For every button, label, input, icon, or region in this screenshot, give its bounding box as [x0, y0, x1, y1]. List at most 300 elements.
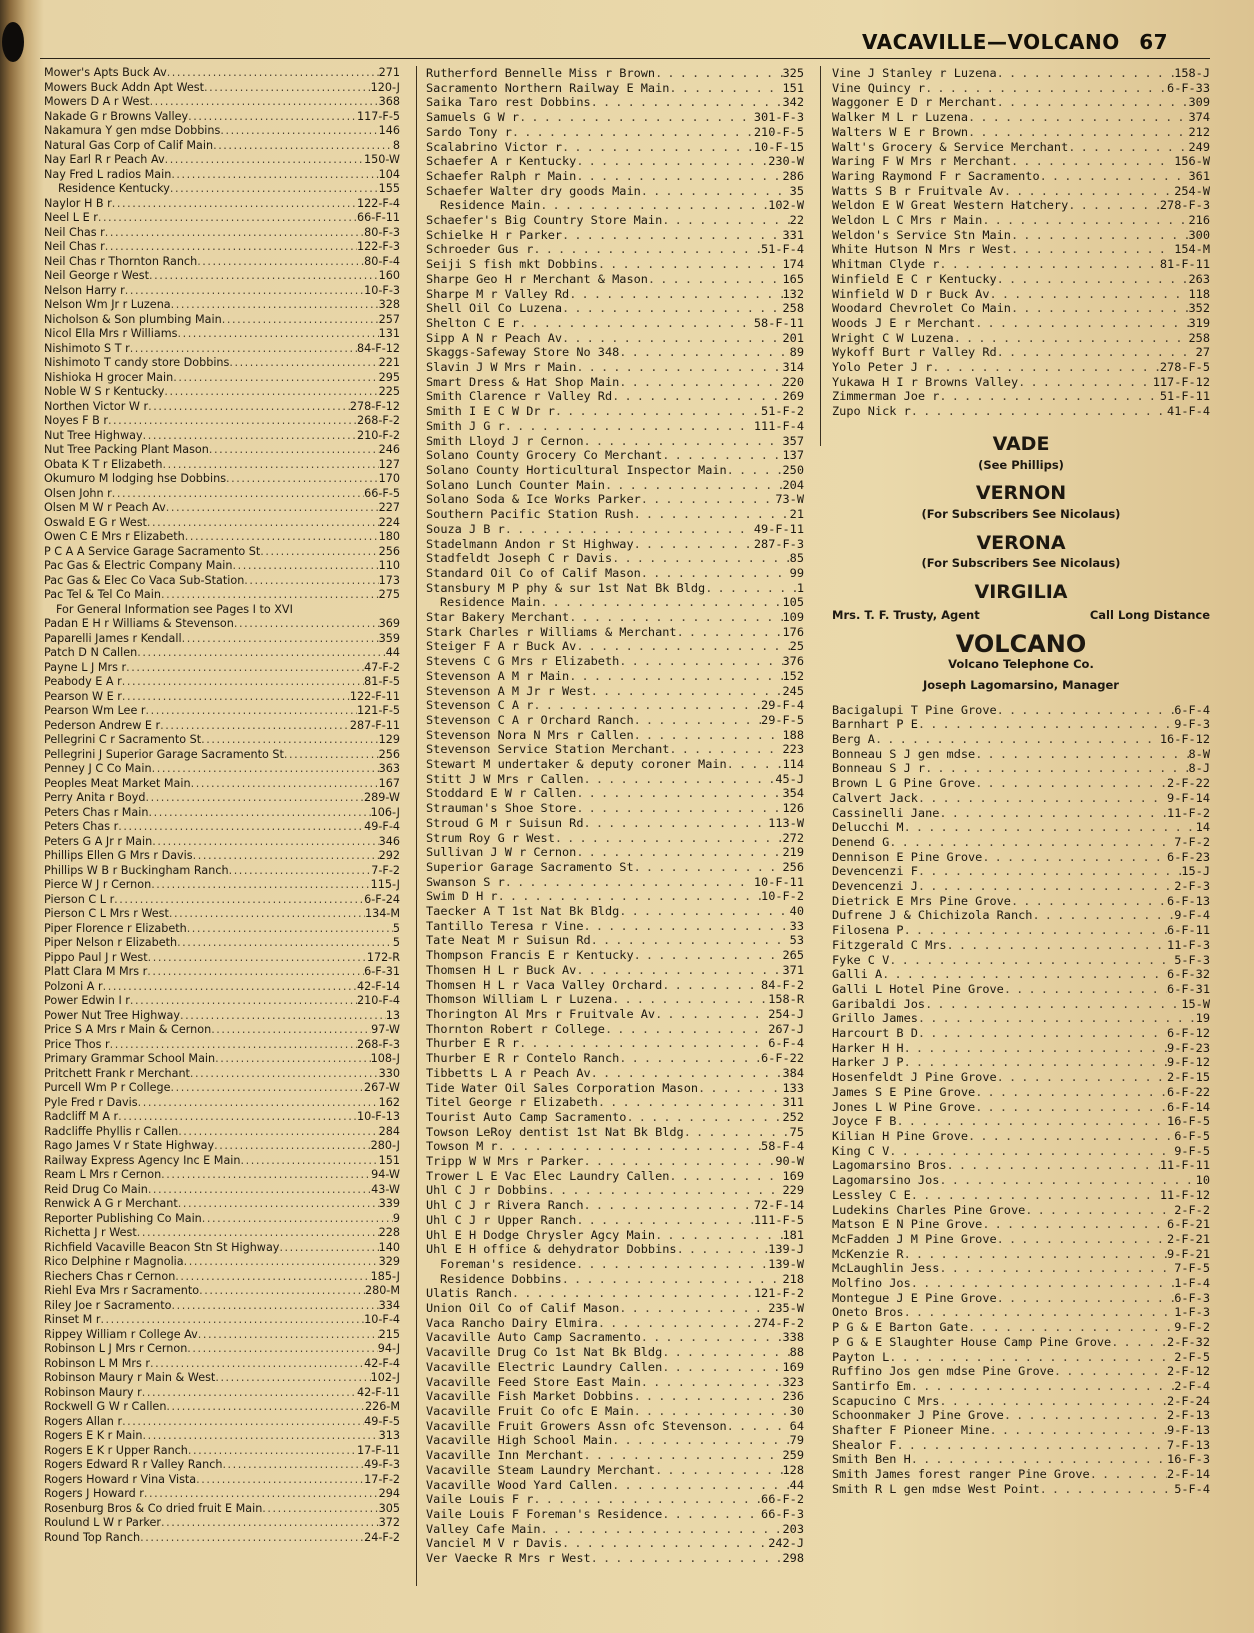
entry-number: 330 — [378, 1066, 400, 1080]
entry-name: Reid Drug Co Main — [44, 1182, 148, 1196]
entry-number: 292 — [378, 849, 400, 862]
listing-entry — [426, 125, 804, 140]
entry-name: Rogers E K r Main — [44, 1429, 143, 1442]
listing-entry — [44, 1052, 400, 1067]
leader-dots — [727, 1419, 790, 1434]
leader-dots — [576, 845, 782, 860]
entry-name: Peabody E A r — [44, 675, 122, 688]
entry-number: 252 — [782, 1109, 804, 1124]
entry-name: Yolo Peter J r — [832, 360, 933, 375]
listing-entry — [426, 1536, 804, 1551]
entry-name: Rogers J Howard r — [44, 1487, 144, 1500]
leader-dots — [911, 404, 1167, 419]
entry-number: 64 — [789, 1418, 804, 1433]
listing-entry — [426, 1478, 804, 1493]
listing-entry — [832, 375, 1210, 390]
entry-number: 236 — [782, 1389, 804, 1404]
entry-name: Schoonmaker J Pine Grove — [832, 1408, 1004, 1423]
leader-dots — [160, 719, 350, 734]
leader-dots — [148, 400, 350, 415]
entry-name: Mower's Apts Buck Av — [44, 66, 167, 79]
leader-dots — [648, 272, 783, 287]
entry-number: 33 — [789, 918, 804, 933]
entry-number: 6-F-14 — [1167, 1099, 1210, 1114]
leader-dots — [911, 1188, 1160, 1203]
listing-entry — [44, 878, 400, 893]
listing-entry — [44, 1415, 400, 1430]
entry-name: Nelson Harry r — [44, 283, 125, 297]
entry-number: 274-F-2 — [753, 1315, 804, 1330]
entry-number: 21 — [789, 507, 804, 522]
entry-number: 9-F-2 — [1174, 1320, 1210, 1335]
listing-entry — [44, 472, 400, 487]
leader-dots — [165, 153, 364, 168]
entry-name: P G & E Slaughter House Camp Pine Grove — [832, 1334, 1112, 1349]
listing-entry — [832, 1144, 1210, 1159]
leader-dots — [161, 1168, 371, 1183]
entry-name: Waring Raymond F r Sacramento — [832, 168, 1040, 183]
listing-entry — [426, 1389, 804, 1404]
entry-name: Titel George r Elizabeth — [426, 1095, 598, 1110]
entry-name: Lessley C E — [832, 1187, 911, 1202]
leader-dots — [619, 1301, 768, 1316]
listing-entry — [426, 625, 804, 640]
entry-name: Uhl C J r Upper Ranch — [426, 1212, 577, 1227]
listing-entry — [832, 776, 1210, 791]
header-rule — [40, 58, 1210, 59]
entry-name: Mowers D A r West — [44, 95, 150, 108]
listing-entry — [44, 1429, 400, 1444]
listing-entry — [44, 327, 400, 342]
leader-dots — [997, 95, 1189, 110]
listing-entry — [44, 1371, 400, 1386]
entry-name: Smith I E C W Dr r — [426, 404, 555, 419]
entry-number: 218 — [782, 1271, 804, 1286]
entry-name: Polzoni A r — [44, 979, 103, 993]
entry-name: Walters W E r Brown — [832, 124, 969, 139]
leader-dots — [918, 1026, 1167, 1041]
listing-entry — [44, 1342, 400, 1357]
entry-number: 127 — [378, 457, 400, 471]
entry-name: Renwick A G r Merchant — [44, 1197, 178, 1210]
entry-number: 384 — [782, 1065, 804, 1080]
entry-number: 10-F-11 — [753, 874, 804, 889]
listing-entry — [44, 980, 400, 995]
entry-name: Peoples Meat Market Main — [44, 776, 191, 790]
entry-name: Power Edwin I r — [44, 994, 130, 1007]
entry-number: 80-F-3 — [364, 225, 400, 239]
entry-number: 15-W — [1181, 996, 1210, 1011]
entry-name: Scapucino C Mrs — [832, 1393, 940, 1408]
listing-entry — [44, 1444, 400, 1459]
entry-number: 6-F-31 — [364, 965, 400, 978]
entry-number: 258 — [1188, 330, 1210, 345]
leader-dots — [196, 1473, 364, 1488]
entry-name: Lagomarsino Jos — [832, 1173, 940, 1188]
leader-dots — [975, 316, 1188, 331]
leader-dots — [150, 1357, 364, 1372]
listing-entry — [44, 1313, 400, 1328]
leader-dots — [178, 1125, 378, 1140]
listing-entry — [426, 1433, 804, 1448]
leader-dots — [142, 1429, 378, 1444]
listing-entry — [44, 675, 400, 690]
listing-entry — [44, 835, 400, 850]
listing-entry — [44, 791, 400, 806]
entry-name: Swim D H r — [426, 889, 498, 904]
entry-number: 10-F-2 — [761, 889, 804, 904]
listing-entry — [832, 1203, 1210, 1218]
leader-dots — [1011, 242, 1174, 257]
leader-dots — [147, 516, 379, 531]
leader-dots — [634, 948, 783, 963]
leader-dots — [990, 287, 1189, 302]
leader-dots — [505, 419, 754, 434]
leader-dots — [641, 566, 790, 581]
entry-number: 113-W — [768, 815, 804, 830]
listing-entry — [44, 864, 400, 879]
listing-entry — [426, 845, 804, 860]
listing-entry — [44, 704, 400, 719]
entry-name: Shell Oil Co Luzena — [426, 301, 563, 316]
leader-dots — [118, 1110, 357, 1125]
listing-entry — [44, 298, 400, 313]
entry-name: Jones L W Pine Grove — [832, 1099, 976, 1114]
entry-name: Stadfeldt Joseph C r Davis — [426, 551, 613, 566]
leader-dots — [896, 1438, 1167, 1453]
entry-name: Steiger F A r Buck Av — [426, 639, 577, 654]
leader-dots — [1025, 1203, 1174, 1218]
entry-name: Delucchi M — [832, 820, 904, 835]
leader-dots — [164, 385, 378, 400]
leader-dots — [562, 1272, 783, 1287]
entry-number: 72-F-14 — [753, 1198, 804, 1213]
entry-name: Bonneau S J r — [832, 761, 926, 776]
entry-number: 7-F-13 — [1167, 1437, 1210, 1452]
entry-name: Power Nut Tree Highway — [44, 1008, 180, 1022]
entry-number: 117-F-12 — [1152, 374, 1210, 389]
entry-name: Woodard Chevrolet Co Main — [832, 301, 1011, 316]
listing-entry — [426, 860, 804, 875]
leader-dots — [171, 168, 378, 183]
entry-number: 140 — [378, 1240, 400, 1254]
entry-name: Phillips W B r Buckingham Ranch — [44, 863, 229, 877]
entry-name: Padan E H r Williams & Stevenson — [44, 617, 234, 630]
listing-entry — [44, 1096, 400, 1111]
leader-dots — [229, 356, 378, 371]
entry-number: 328 — [378, 298, 400, 311]
listing-entry — [832, 864, 1210, 879]
entry-name: Vine Quincy r — [832, 80, 926, 95]
entry-number: 301-F-3 — [753, 110, 804, 125]
listing-entry — [832, 850, 1210, 865]
listing-entry — [832, 110, 1210, 125]
entry-number: 256 — [782, 859, 804, 874]
leader-dots — [975, 1100, 1167, 1115]
listing-entry — [832, 982, 1210, 997]
entry-number: 79 — [789, 1433, 804, 1448]
leader-dots — [904, 1305, 1175, 1320]
entry-number: 5-F-4 — [1174, 1481, 1210, 1496]
leader-dots — [138, 1096, 379, 1111]
entry-number: 11-F-11 — [1159, 1158, 1210, 1173]
entry-number: 88 — [789, 1345, 804, 1360]
entry-name: Residence Kentucky — [58, 182, 170, 195]
entry-name: Tourist Auto Camp Sacramento — [426, 1109, 627, 1124]
listing-entry — [44, 168, 400, 183]
entry-number: 105 — [782, 595, 804, 610]
leader-dots — [105, 240, 357, 255]
leader-dots — [569, 610, 782, 625]
entry-name: Tantillo Teresa r Vine — [426, 918, 584, 933]
listing-entry — [44, 1212, 400, 1227]
listing-entry — [426, 448, 804, 463]
listing-entry — [426, 257, 804, 272]
entry-name: Shafter F Pioneer Mine — [832, 1423, 990, 1438]
listing-entry — [44, 313, 400, 328]
listing-entry — [44, 429, 400, 444]
leader-dots — [1068, 198, 1160, 213]
entry-name: Riechers Chas r Cernon — [44, 1269, 176, 1283]
entry-number: 53 — [789, 933, 804, 948]
listing-entry — [44, 1357, 400, 1372]
entry-name: Galli L Hotel Pine Grove — [832, 981, 1004, 996]
leader-dots — [1004, 184, 1174, 199]
listing-entry — [426, 1125, 804, 1140]
leader-dots — [137, 1226, 379, 1241]
column-divider — [416, 66, 417, 1586]
leader-dots — [975, 747, 1188, 762]
leader-dots — [171, 298, 379, 313]
entry-number: 6-F-4 — [1174, 702, 1210, 717]
entry-name: White Hutson N Mrs r West — [832, 242, 1011, 257]
page-number: 67 — [1139, 30, 1169, 54]
listing-entry — [44, 690, 400, 705]
leader-dots — [145, 704, 357, 719]
listing-entry — [426, 992, 804, 1007]
entry-name: Vacaville Wood Yard Callen — [426, 1477, 613, 1492]
listing-entry — [832, 703, 1210, 718]
entry-name: Perry Anita r Boyd — [44, 791, 146, 804]
leader-dots — [512, 1286, 754, 1301]
leader-dots — [591, 1066, 783, 1081]
entry-name: Fyke C V — [832, 952, 890, 967]
leader-dots — [562, 301, 782, 316]
listing-entry — [44, 284, 400, 299]
entry-number: 278-F-5 — [1159, 360, 1210, 375]
entry-number: 44 — [385, 646, 400, 659]
leader-dots — [968, 1129, 1174, 1144]
listing-entry — [426, 889, 804, 904]
listing-entry — [832, 1070, 1210, 1085]
entry-number: 102-J — [370, 1371, 400, 1384]
listing-entry — [426, 537, 804, 552]
leader-dots — [569, 669, 782, 684]
entry-name: Stark Charles r Williams & Merchant — [426, 624, 677, 639]
leader-dots — [655, 1228, 782, 1243]
listing-entry — [426, 1257, 804, 1272]
entry-name: Wright C W Luzena — [832, 330, 954, 345]
leader-dots — [904, 923, 1167, 938]
listing-entry — [44, 545, 400, 560]
entry-name: Vacaville Drug Co 1st Nat Bk Bldg — [426, 1345, 663, 1360]
entry-name: Joyce F B — [832, 1114, 897, 1129]
entry-number: 13 — [385, 1008, 400, 1022]
leader-dots — [143, 429, 357, 444]
listing-entry — [44, 661, 400, 676]
entry-name: Pierson C L r — [44, 892, 115, 906]
listing-entry — [426, 1110, 804, 1125]
entry-number: 102-W — [768, 198, 804, 213]
entry-number: 2-F-21 — [1167, 1231, 1210, 1246]
entry-name: Ream L Mrs r Cernon — [44, 1168, 162, 1181]
entry-number: 6-F-22 — [761, 1051, 804, 1066]
entry-number: 2-F-2 — [1174, 1202, 1210, 1217]
listing-entry — [426, 816, 804, 831]
leader-dots — [229, 864, 372, 879]
entry-name: Tide Water Oil Sales Corporation Mason — [426, 1080, 699, 1095]
entry-number: 2-F-5 — [1174, 1349, 1210, 1364]
entry-number: 17-F-11 — [357, 1443, 400, 1457]
listing-entry — [44, 646, 400, 661]
entry-name: Tate Neat M r Suisun Rd — [426, 933, 591, 948]
entry-name: Piper Florence r Elizabeth — [44, 921, 187, 935]
entry-number: 176 — [782, 624, 804, 639]
entry-name: Oneto Bros — [832, 1305, 904, 1320]
listing-entry — [426, 419, 804, 434]
leader-dots — [180, 1009, 386, 1024]
listing-entry — [44, 139, 400, 154]
entry-name: Northen Victor W r — [44, 399, 149, 413]
entry-number: 84-F-2 — [761, 977, 804, 992]
entry-name: Thorington Al Mrs r Fruitvale Av — [426, 1007, 656, 1021]
entry-number: 5 — [392, 936, 400, 949]
leader-dots — [211, 1023, 371, 1038]
entry-name: Pearson Wm Lee r — [44, 704, 146, 717]
leader-dots — [1090, 1467, 1167, 1482]
leader-dots — [576, 801, 782, 816]
listing-entry — [426, 1272, 804, 1287]
entry-name: Yukawa H I r Browns Valley — [832, 374, 1019, 389]
entry-name: Pierce W J r Cernon — [44, 878, 152, 891]
listing-entry — [426, 140, 804, 155]
leader-dots — [222, 1458, 364, 1473]
leader-dots — [584, 434, 783, 449]
leader-dots — [150, 95, 379, 110]
entry-name: McFadden J M Pine Grove — [832, 1231, 997, 1246]
entry-number: 6-F-5 — [1174, 1129, 1210, 1143]
leader-dots — [145, 791, 364, 806]
listing-entry — [426, 434, 804, 449]
leader-dots — [234, 617, 379, 632]
listing-entry — [44, 820, 400, 835]
entry-name: James S E Pine Grove — [832, 1084, 976, 1099]
leader-dots — [612, 389, 782, 404]
leader-dots — [655, 1007, 768, 1022]
entry-name: Seiji S fish mkt Dobbins — [426, 257, 598, 272]
leader-dots — [947, 938, 1168, 953]
listing-entry — [44, 1009, 400, 1024]
listing-entry — [426, 595, 804, 610]
entry-name: Weldon's Service Stn Main — [832, 227, 1011, 242]
listing-entry — [426, 1169, 804, 1184]
entry-name: Southern Pacific Station Rush — [426, 507, 634, 522]
entry-name: Molfino Jos — [832, 1276, 911, 1291]
entry-name: Matson E N Pine Grove — [832, 1217, 983, 1232]
listing-entry — [832, 228, 1210, 243]
entry-name: Sardo Tony r — [426, 124, 512, 139]
leader-dots — [997, 1232, 1167, 1247]
entry-number: 172-R — [366, 950, 400, 964]
entry-name: Residence Main — [440, 198, 541, 213]
entry-number: 2-F-13 — [1167, 1408, 1210, 1423]
entry-name: Riley Joe r Sacramento — [44, 1298, 172, 1312]
section-title: VERONA — [976, 531, 1066, 554]
entry-number: 66-F-11 — [357, 211, 400, 224]
entry-name: Phillips Ellen G Mrs r Davis — [44, 849, 193, 862]
listing-entry — [44, 414, 400, 429]
entry-number: 110 — [378, 559, 400, 572]
entry-name: Strum Roy G r West — [426, 830, 555, 845]
entry-number: 51-F-4 — [761, 242, 804, 257]
entry-name: Vacaville Steam Laundry Merchant — [426, 1462, 656, 1477]
entry-name: Montegue J E Pine Grove — [832, 1290, 997, 1305]
listing-entry — [44, 197, 400, 212]
leader-dots — [576, 360, 782, 375]
leader-dots — [641, 184, 790, 199]
entry-number: 250 — [782, 462, 804, 477]
entry-name: Winfield W D r Buck Av — [832, 286, 990, 301]
leader-dots — [188, 110, 357, 125]
leader-dots — [889, 953, 1174, 968]
listing-entry — [426, 213, 804, 228]
leader-dots — [634, 1404, 790, 1419]
entry-name: Pierson C L Mrs r West — [44, 907, 169, 920]
leader-dots — [130, 994, 357, 1009]
entry-name: Thomsen H L r Vaca Valley Orchard — [426, 977, 663, 992]
entry-number: 7-F-2 — [371, 863, 400, 877]
entry-number: 94-J — [377, 1342, 400, 1355]
entry-name: Natural Gas Corp of Calif Main — [44, 138, 214, 152]
entry-name: Olsen M W r Peach Av — [44, 501, 166, 514]
entry-name: Roulund L W r Parker — [44, 1516, 161, 1529]
entry-number: 24-F-2 — [364, 1530, 400, 1544]
entry-number: 368 — [378, 95, 400, 108]
listing-entry — [832, 1408, 1210, 1423]
listing-entry — [832, 1320, 1210, 1335]
listing-entry — [426, 742, 804, 757]
entry-name: Neil Chas r — [44, 240, 105, 253]
entry-name: Patch D N Callen — [44, 646, 138, 659]
leader-dots — [1111, 1335, 1167, 1350]
entry-name: Swanson S r — [426, 874, 505, 889]
listing-entry — [832, 95, 1210, 110]
entry-name: Rogers Edward R r Valley Ranch — [44, 1458, 223, 1471]
entry-number: 9-F-5 — [1174, 1143, 1210, 1158]
entry-number: 313 — [378, 1429, 400, 1442]
leader-dots — [584, 772, 776, 787]
entry-number: 311 — [782, 1095, 804, 1110]
leader-dots — [619, 904, 789, 919]
entry-number: 115-J — [370, 878, 400, 891]
entry-number: 174 — [782, 257, 804, 272]
entry-name: Woods J E r Merchant — [832, 315, 976, 330]
listing-entry — [44, 951, 400, 966]
leader-dots — [215, 1052, 371, 1067]
leader-dots — [576, 639, 789, 654]
listing-entry — [426, 919, 804, 934]
entry-number: 9-F-14 — [1167, 790, 1210, 805]
